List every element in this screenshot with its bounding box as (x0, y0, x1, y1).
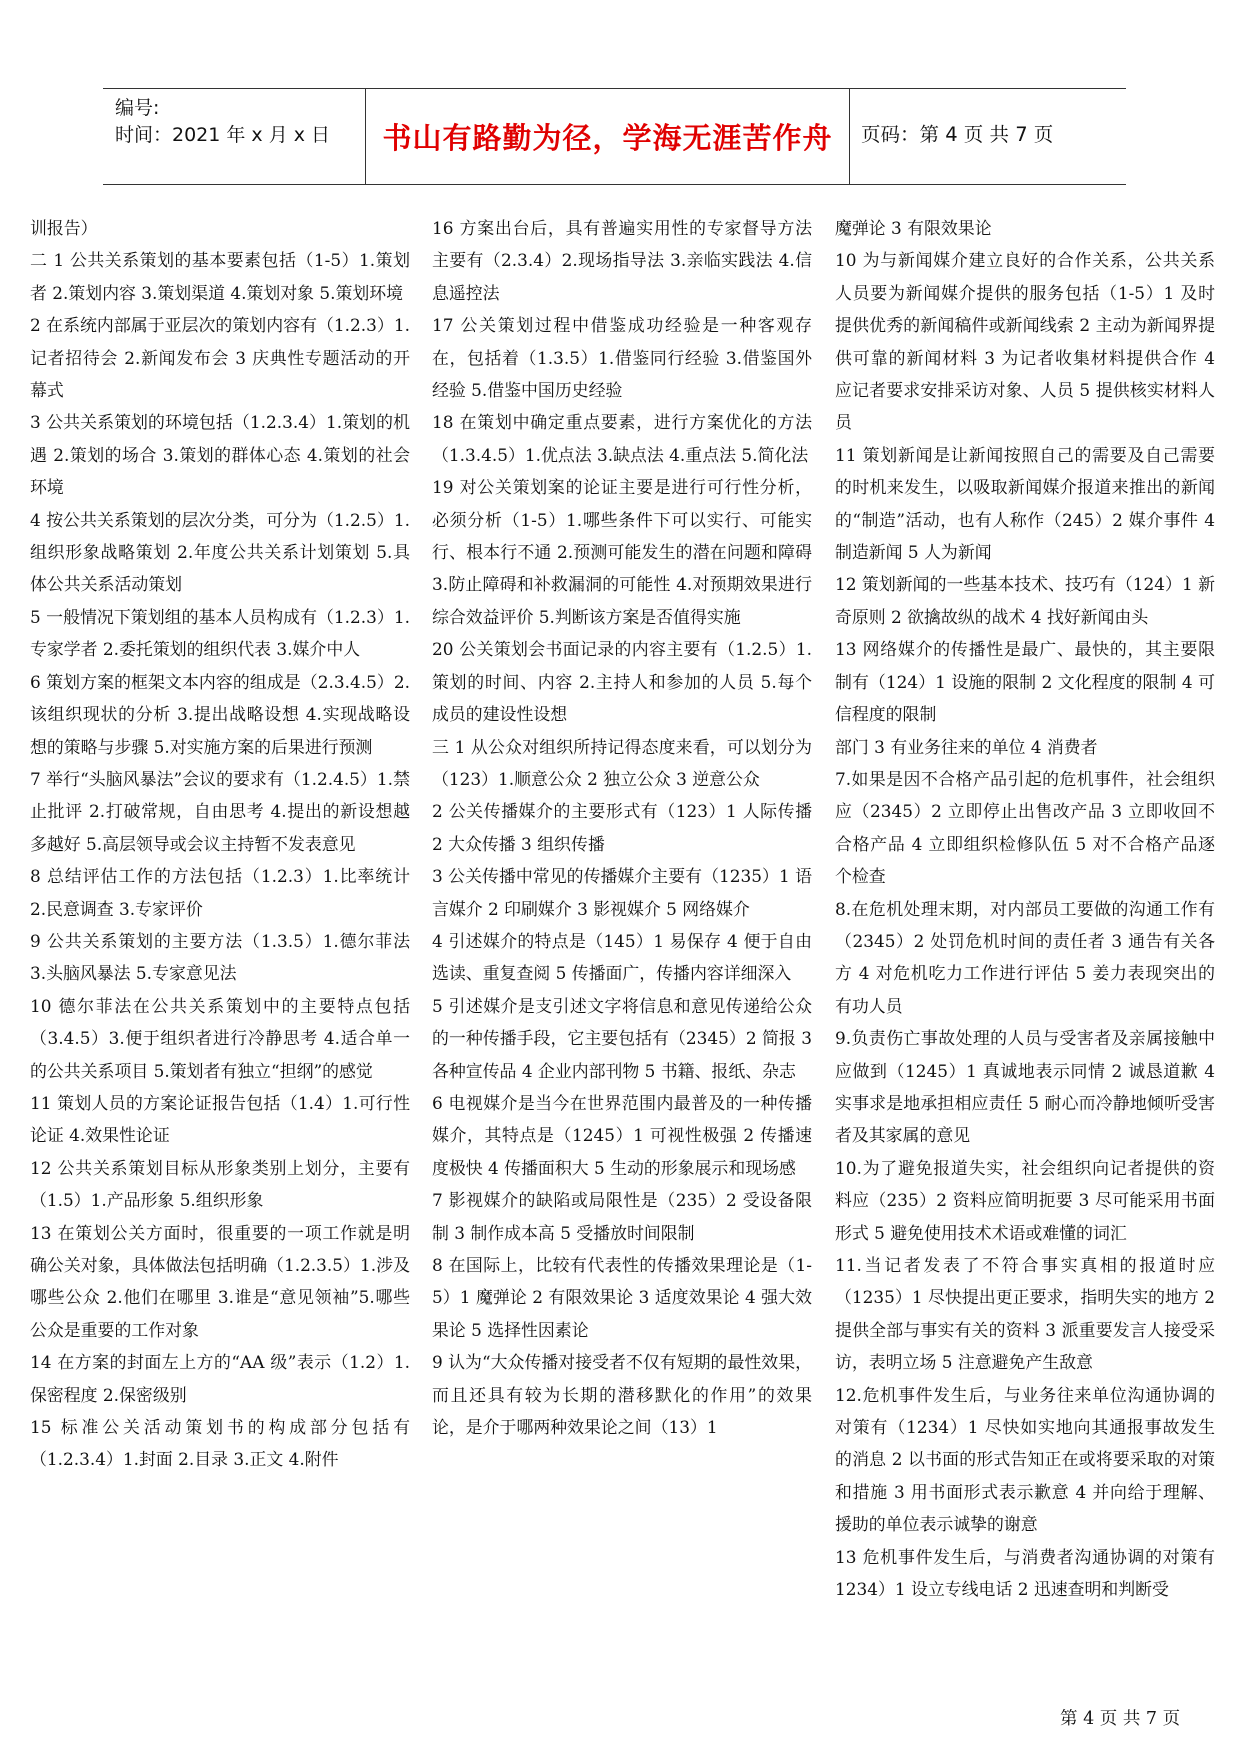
paragraph: 10 为与新闻媒介建立良好的合作关系，公共关系人员要为新闻媒介提供的服务包括（1-5）1 及时提供优秀的新闻稿件或新闻线索 2 主动为新闻界提供可靠的新闻材料 3 为记者收集材料提供合作 4 应记者要求安排采访对象、人员 5 提供核实材料人员 (835, 250, 1215, 433)
paragraph: 17 公关策划过程中借鉴成功经验是一种客观存在，包括着（1.3.5）1.借鉴同行经验 3.借鉴国外经验 5.借鉴中国历史经验 (432, 315, 812, 401)
paragraph: 2 公关传播媒介的主要形式有（123）1 人际传播 2 大众传播 3 组织传播 (432, 801, 812, 854)
paragraph: 8 在国际上，比较有代表性的传播效果理论是（1-5）1 魔弹论 2 有限效果论 3 适度效果论 4 强大效果论 5 选择性因素论 (432, 1255, 812, 1340)
text-column-1 (30, 212, 410, 1476)
paragraph: 4 按公共关系策划的层次分类，可分为（1.2.5）1.组织形象战略策划 2.年度公共关系计划策划 5.具体公共关系活动策划 (30, 509, 410, 595)
header-motto: 书山有路勤为径，学海无涯苦作舟 (382, 121, 833, 155)
paragraph: 4 引述媒介的特点是（145）1 易保存 4 便于自由选读、重复查阅 5 传播面广，传播内容详细深入 (432, 930, 812, 984)
paragraph: 8.在危机处理末期，对内部员工要做的沟通工作有（2345）2 处罚危机时间的责任者 3 通告有关各方 4 对危机吃力工作进行评估 5 姜力表现突出的有功人员 (835, 898, 1215, 1016)
paragraph: 12 策划新闻的一些基本技术、技巧有（124）1 新奇原则 2 欲擒故纵的战术 4 找好新闻由头 (835, 574, 1215, 627)
paragraph: 12 公共关系策划目标从形象类别上划分，主要有（1.5）1.产品形象 5.组织形象 (30, 1157, 410, 1211)
paragraph: 15 标准公关活动策划书的构成部分包括有（1.2.3.4）1.封面 2.目录 3.正文 4.附件 (30, 1417, 410, 1470)
paragraph: 二 1 公共关系策划的基本要素包括（1-5）1.策划者 2.策划内容 3.策划渠道 4.策划对象 5.策划环境 (30, 250, 410, 303)
paragraph: 5 一般情况下策划组的基本人员构成有（1.2.3）1.专家学者 2.委托策划的组织代表 3.媒介中人 (30, 606, 410, 660)
paragraph: 6 策划方案的框架文本内容的组成是（2.3.4.5）2.该组织现状的分析 3.提出战略设想 4.实现战略设想的策略与步骤 5.对实施方案的后果进行预测 (30, 671, 410, 757)
document-number-label: 编号: (115, 97, 160, 119)
page-header (103, 88, 1126, 185)
paragraph: 13 在策划公关方面时，很重要的一项工作就是明确公关对象，具体做法包括明确（1.2.3.5）1.涉及哪些公众 2.他们在哪里 3.谁是“意见领袖”5.哪些公众是重要的工作对象 (30, 1222, 410, 1340)
paragraph: 9 公共关系策划的主要方法（1.3.5）1.德尔菲法 3.头脑风暴法 5.专家意见法 (30, 930, 410, 984)
text-column-3 (835, 212, 1215, 1605)
paragraph: 5 引述媒介是支引述文字将信息和意见传递给公众的一种传播手段，它主要包括有（2345）2 简报 3 各种宣传品 4 企业内部刊物 5 书籍、报纸、杂志 (432, 995, 812, 1081)
paragraph: 11 策划新闻是让新闻按照自己的需要及自己需要的时机来发生，以吸取新闻媒介报道来推出的新闻的“制造”活动，也有人称作（245）2 媒介事件 4 制造新闻 5 人为新闻 (835, 444, 1215, 563)
paragraph: 10.为了避免报道失实，社会组织向记者提供的资料应（235）2 资料应简明扼要 3 尽可能采用书面形式 5 避免使用技术术语或难懂的词汇 (835, 1157, 1215, 1243)
paragraph: 3 公关传播中常见的传播媒介主要有（1235）1 语言媒介 2 印刷媒介 3 影视媒介 5 网络媒介 (432, 866, 812, 919)
paragraph: 12.危机事件发生后，与业务往来单位沟通协调的对策有（1234）1 尽快如实地向其通报事故发生的消息 2 以书面的形式告知正在或将要采取的对策和措施 3 用书面形式表示歉意 4 并向给于理解、援助的单位表示诚挚的谢意 (835, 1384, 1215, 1535)
paragraph: 三 1 从公众对组织所持记得态度来看，可以划分为（123）1.顺意公众 2 独立公众 3 逆意公众 (432, 736, 812, 789)
paragraph: 训报告） (30, 218, 98, 238)
paragraph: 2 在系统内部属于亚层次的策划内容有（1.2.3）1.记者招待会 2.新闻发布会 3 庆典性专题活动的开幕式 (30, 315, 410, 401)
page-indicator: 页码：第 4 页 共 7 页 (861, 123, 1054, 146)
paragraph: 11.当记者发表了不符合事实真相的报道时应（1235）1 尽快提出更正要求，指明失实的地方 2 提供全部与事实有关的资料 3 派重要发言人接受采访，表明立场 5 注意避免产生敌意 (835, 1255, 1215, 1373)
paragraph: 13 网络媒介的传播性是最广、最快的，其主要限制有（124）1 设施的限制 2 文化程度的限制 4 可信程度的限制 (835, 639, 1215, 725)
paragraph: 7.如果是因不合格产品引起的危机事件，社会组织应（2345）2 立即停止出售改产品 3 立即收回不合格产品 4 立即组织检修队伍 5 对不合格产品逐个检查 (835, 768, 1215, 887)
paragraph: 魔弹论 3 有限效果论 (835, 218, 992, 238)
text-column-2 (432, 212, 812, 1443)
header-meta (115, 95, 355, 149)
paragraph: 3 公共关系策划的环境包括（1.2.3.4）1.策划的机遇 2.策划的场合 3.策划的群体心态 4.策划的社会环境 (30, 412, 410, 498)
page-footer: 第 4 页 共 7 页 (1060, 1709, 1181, 1729)
paragraph: 19 对公关策划案的论证主要是进行可行性分析，必须分析（1-5）1.哪些条件下可以实行、可能实行、根本行不通 2.预测可能发生的潜在问题和障碍 3.防止障碍和补救漏洞的可能性 4.对预期效果进行综合效益评价 5.判断该方案是否值得实施 (432, 477, 812, 627)
paragraph: 7 举行“头脑风暴法”会议的要求有（1.2.4.5）1.禁止批评 2.打破常规，自由思考 4.提出的新设想越多越好 5.高层领导或会议主持暂不发表意见 (30, 768, 410, 854)
header-motto-cell (365, 89, 850, 184)
paragraph: 20 公关策划会书面记录的内容主要有（1.2.5）1.策划的时间、内容 2.主持人和参加的人员 5.每个成员的建设性设想 (432, 639, 812, 725)
paragraph: 9.负责伤亡事故处理的人员与受害者及亲属接触中应做到（1245）1 真诚地表示同情 2 诚恳道歉 4 实事求是地承担相应责任 5 耐心而冷静地倾听受害者及其家属的意见 (835, 1028, 1215, 1146)
paragraph: 13 危机事件发生后，与消费者沟通协调的对策有 1234）1 设立专线电话 2 迅速查明和判断受 (835, 1546, 1215, 1600)
paragraph: 14 在方案的封面左上方的“AA 级”表示（1.2）1.保密程度 2.保密级别 (30, 1352, 410, 1405)
paragraph: 10 德尔菲法在公共关系策划中的主要特点包括（3.4.5）3.便于组织者进行冷静思考 4.适合单一的公共关系项目 5.策划者有独立“担纲”的感觉 (30, 995, 410, 1081)
paragraph: 11 策划人员的方案论证报告包括（1.4）1.可行性论证 4.效果性论证 (30, 1092, 410, 1146)
paragraph: 9 认为“大众传播对接受者不仅有短期的最性效果，而且还具有较为长期的潜移默化的作用”的效果论，是介于哪两种效果论之间（13）1 (432, 1352, 812, 1438)
document-time: 时间：2021 年 x 月 x 日 (115, 124, 331, 146)
paragraph: 6 电视媒介是当今在世界范围内最普及的一种传播媒介，其特点是（1245）1 可视性极强 2 传播速度极快 4 传播面积大 5 生动的形象展示和现场感 (432, 1092, 812, 1178)
paragraph: 18 在策划中确定重点要素，进行方案优化的方法（1.3.4.5）1.优点法 3.缺点法 4.重点法 5.简化法 (432, 412, 812, 465)
paragraph: 部门 3 有业务往来的单位 4 消费者 (835, 736, 1098, 757)
paragraph: 8 总结评估工作的方法包括（1.2.3）1.比率统计 2.民意调查 3.专家评价 (30, 866, 410, 919)
paragraph: 7 影视媒介的缺陷或局限性是（235）2 受设备限制 3 制作成本高 5 受播放时间限制 (432, 1190, 812, 1243)
paragraph: 16 方案出台后，具有普遍实用性的专家督导方法主要有（2.3.4）2.现场指导法 3.亲临实践法 4.信息遥控法 (432, 218, 812, 303)
